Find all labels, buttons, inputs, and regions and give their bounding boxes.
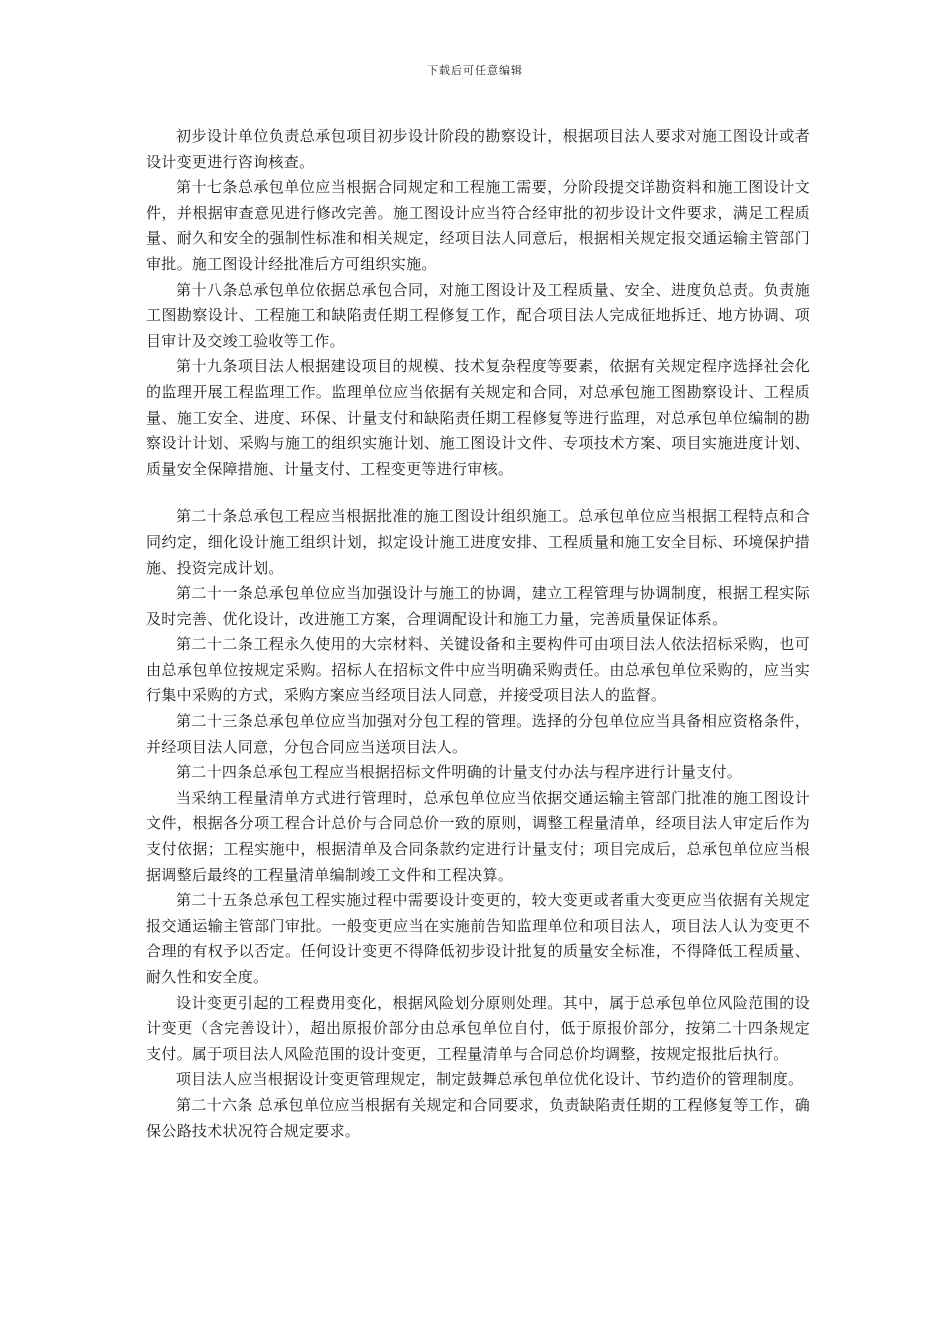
paragraph-article-25: 第二十五条总承包工程实施过程中需要设计变更的，较大变更或者重大变更应当依据有关规定报交通运输主管部门审批。一般变更应当在实施前告知监理单位和项目法人，项目法人认为变更不合理的有权予以否定。任何设计变更不得降低初步设计批复的质量安全标准，不得降低工程质量、耐久性和安全度。 (146, 891, 810, 986)
paragraph-design-change-cost: 设计变更引起的工程费用变化，根据风险划分原则处理。其中，属于总承包单位风险范围的设计变更（含完善设计），超出原报价部分由总承包单位自付，低于原报价部分，按第二十四条规定支付。属于项目法人风险范围的设计变更，工程量清单与合同总价均调整，按规定报批后执行。 (146, 993, 810, 1063)
paragraph-article-24: 第二十四条总承包工程应当根据招标文件明确的计量支付办法与程序进行计量支付。 (176, 763, 743, 782)
paragraph-article-19: 第十九条项目法人根据建设项目的规模、技术复杂程度等要素，依据有关规定程序选择社会化的监理开展工程监理工作。监理单位应当依据有关规定和合同，对总承包施工图勘察设计、工程质量、施工安全、进度、环保、计量支付和缺陷责任期工程修复等进行监理，对总承包单位编制的勘察设计计划、采购与施工的组织实施计划、施工图设计文件、专项技术方案、项目实施进度计划、质量安全保障措施、计量支付、工程变更等进行审核。 (146, 357, 810, 478)
paragraph-article-26: 第二十六条 总承包单位应当根据有关规定和合同要求，负责缺陷责任期的工程修复等工作，确保公路技术状况符合规定要求。 (146, 1095, 810, 1140)
paragraph-bill-of-quantities: 当采纳工程量清单方式进行管理时，总承包单位应当依据交通运输主管部门批准的施工图设计文件，根据各分项工程合计总价与合同总价一致的原则，调整工程量清单，经项目法人审定后作为支付依据；工程实施中，根据清单及合同条款约定进行计量支付；项目完成后，总承包单位应当根据调整后最终的工程量清单编制竣工文件和工程决算。 (146, 788, 810, 884)
paragraph-preliminary-design: 初步设计单位负责总承包项目初步设计阶段的勘察设计，根据项目法人要求对施工图设计或者设计变更进行咨询核查。 (146, 127, 810, 171)
paragraph-article-23: 第二十三条总承包单位应当加强对分包工程的管理。选择的分包单位应当具备相应资格条件，并经项目法人同意，分包合同应当送项目法人。 (146, 712, 810, 756)
paragraph-article-17: 第十七条总承包单位应当根据合同规定和工程施工需要，分阶段提交详勘资料和施工图设计文件，并根据审查意见进行修改完善。施工图设计应当符合经审批的初步设计文件要求，满足工程质量、耐久和安全的强制性标准和相关规定，经项目法人同意后，根据相关规定报交通运输主管部门审批。施工图设计经批准后方可组织实施。 (146, 178, 810, 273)
paragraph-design-change-policy: 项目法人应当根据设计变更管理规定，制定鼓舞总承包单位优化设计、节约造价的管理制度。 (176, 1070, 804, 1089)
paragraph-article-21: 第二十一条总承包单位应当加强设计与施工的协调，建立工程管理与协调制度，根据工程实际及时完善、优化设计，改进施工方案，合理调配设计和施工力量，完善质量保证体系。 (146, 584, 810, 628)
page-header: 下载后可任意编辑 (427, 64, 523, 77)
paragraph-article-18: 第十八条总承包单位依据总承包合同，对施工图设计及工程质量、安全、进度负总责。负责施工图勘察设计、工程施工和缺陷责任期工程修复工作，配合项目法人完成征地拆迁、地方协调、项目审计及交竣工验收等工作。 (146, 280, 810, 350)
document-body (146, 124, 810, 1144)
paragraph-article-20: 第二十条总承包工程应当根据批准的施工图设计组织施工。总承包单位应当根据工程特点和合同约定，细化设计施工组织计划，拟定设计施工进度安排、工程质量和施工安全目标、环境保护措施、投资完成计划。 (146, 507, 810, 577)
paragraph-spacer (146, 482, 810, 504)
paragraph-article-22: 第二十二条工程永久使用的大宗材料、关键设备和主要构件可由项目法人依法招标采购，也可由总承包单位按规定采购。招标人在招标文件中应当明确采购责任。由总承包单位采购的，应当实行集中采购的方式，采购方案应当经项目法人同意，并接受项目法人的监督。 (146, 635, 810, 705)
